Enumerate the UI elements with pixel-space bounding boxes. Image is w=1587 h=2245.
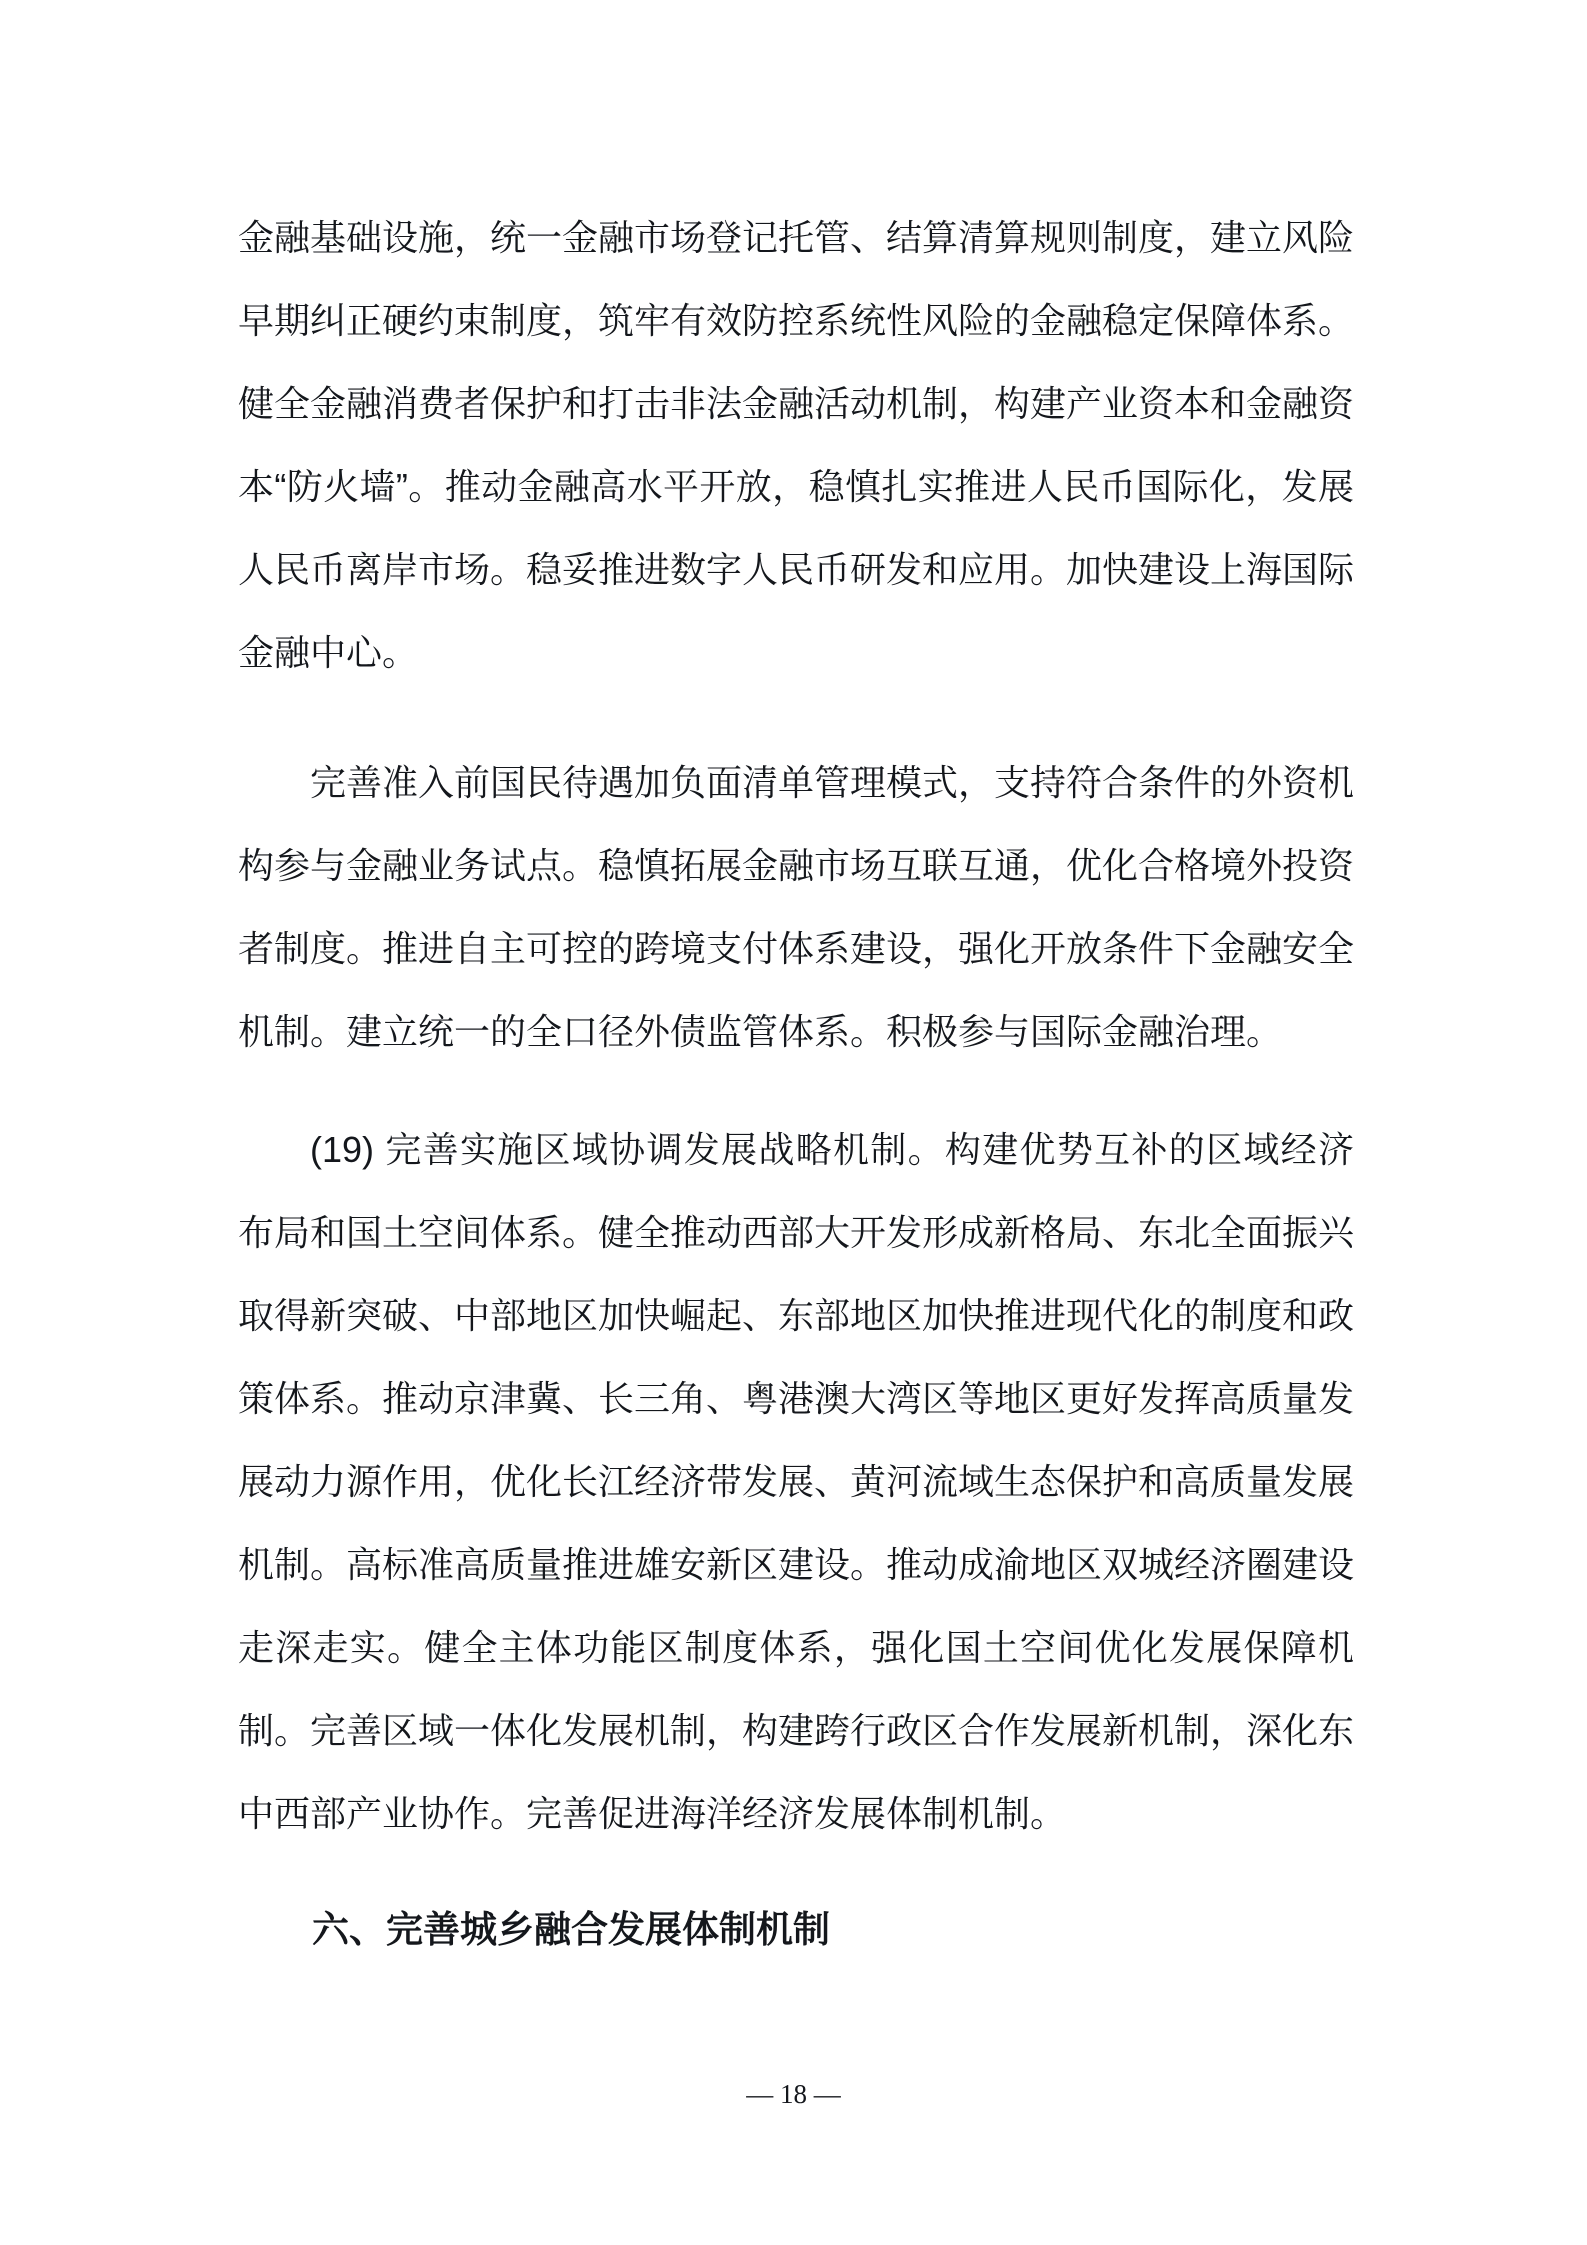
paragraph-19-regional-coordination: (19) 完善实施区域协调发展战略机制。构建优势互补的区域经济布局和国土空间体系。健全推动西部大开发形成新格局、东北全面振兴取得新突破、中部地区加快崛起、东部地区加快推进现代化的制度和政策体系。推动京津冀、长三角、粤港澳大湾区等地区更好发挥高质量发展动力源作用，优化长江经济带发展、黄河流域生态保护和高质量发展机制。高标准高质量推进雄安新区建设。推动成渝地区双城经济圈建设走深走实。健全主体功能区制度体系，强化国土空间优化发展保障机制。完善区域一体化发展机制，构建跨行政区合作发展新机制，深化东中西部产业协作。完善促进海洋经济发展体制机制。	[238, 1129, 1355, 1834]
section-heading-six-urban-rural-integration: 六、完善城乡融合发展体制机制	[312, 1909, 830, 1950]
page-content	[238, 196, 1354, 1971]
page-number: — 18 —	[746, 2079, 841, 2109]
paragraph-financial-infrastructure: 金融基础设施，统一金融市场登记托管、结算清算规则制度，建立风险早期纠正硬约束制度，筑牢有效防控系统性风险的金融稳定保障体系。健全金融消费者保护和打击非法金融活动机制，构建产业资本和金融资本“防火墙”。推动金融高水平开放，稳慎扎实推进人民币国际化，发展人民币离岸市场。稳妥推进数字人民币研发和应用。加快建设上海国际金融中心。	[238, 217, 1355, 673]
paragraph-financial-opening: 完善准入前国民待遇加负面清单管理模式，支持符合条件的外资机构参与金融业务试点。稳慎拓展金融市场互联互通，优化合格境外投资者制度。推进自主可控的跨境支付体系建设，强化开放条件下金融安全机制。建立统一的全口径外债监管体系。积极参与国际金融治理。	[238, 762, 1355, 1052]
